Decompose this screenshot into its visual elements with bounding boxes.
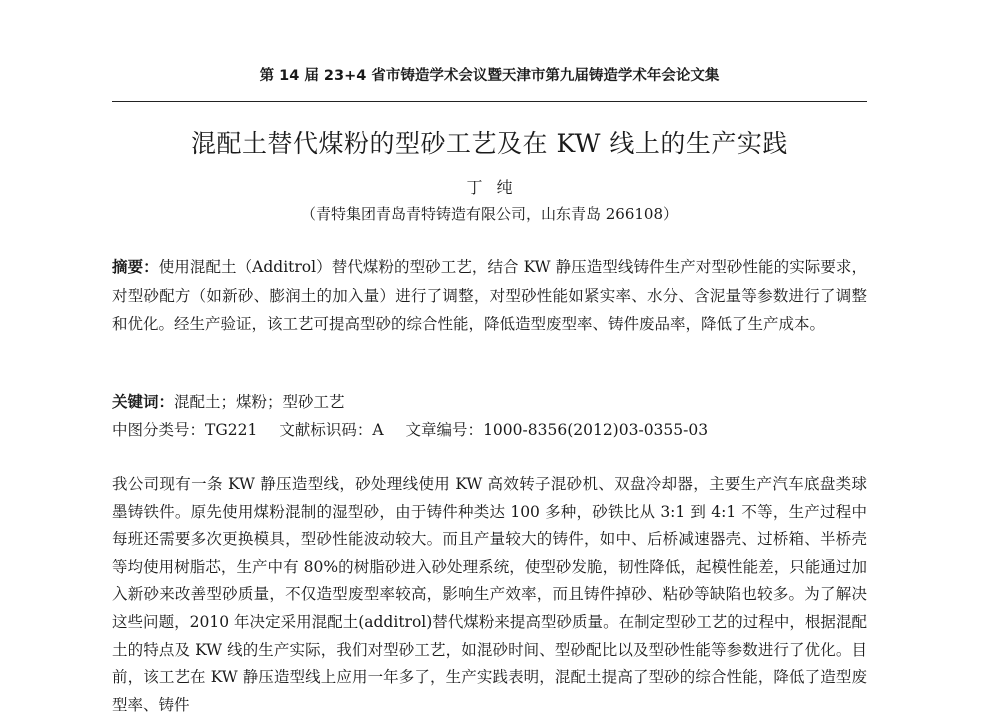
keywords-line [112,390,867,412]
header-rule [112,101,867,102]
body-paragraph: 我公司现有一条 KW 静压造型线，砂处理线使用 KW 高效转子混砂机、双盘冷却器，主要生产汽车底盘类球墨铸铁件。原先使用煤粉混制的湿型砂，由于铸件种类达 100 多种，砂铁比从 3:1 到 4:1 不等，生产过程中每班还需要多次更换模具，型砂性能波动较大。而且产量较大的铸件，如中、后桥减速器壳、过桥箱、半桥壳等均使用树脂芯，生产中有 80%的树脂砂进入砂处理系统，使型砂发脆，韧性降低，起模性能差，只能通过加入新砂来改善型砂质量，不仅造型废型率较高，影响生产效率，而且铸件掉砂、粘砂等缺陷也较多。为了解决这些问题，2010 年决定采用混配土(additrol)替代煤粉来提高型砂质量。在制定型砂工艺的过程中，根据混配土的特点及 KW 线的生产实际，我们对型砂工艺，如混砂时间、型砂配比以及型砂性能等参数进行了优化。目前，该工艺在 KW 静压造型线上应用一年多了，生产实践表明，混配土提高了型砂的综合性能，降低了造型废型率、铸件 [112,475,867,714]
keywords-value: 混配土；煤粉；型砂工艺 [174,393,345,411]
paper-title: 混配土替代煤粉的型砂工艺及在 KW 线上的生产实践 [191,129,788,158]
abstract-label: 摘要： [112,257,159,276]
clc-label: 中图分类号： [112,421,206,439]
keywords-label: 关键词： [112,392,175,411]
article-no-value: 1000-8356(2012)03-0355-03 [483,421,709,439]
abstract-text: 使用混配土（Additrol）替代煤粉的型砂工艺，结合 KW 静压造型线铸件生产对型砂性能的实际要求，对型砂配方（如新砂、膨润土的加入量）进行了调整，对型砂性能如紧实率、水分、含泥量等参数进行了调整和优化。经生产验证，该工艺可提高型砂的综合性能，降低造型废型率、铸件废品率，降低了生产成本。 [112,258,867,333]
author-name: 丁纯 [466,178,527,197]
doc-code-label: 文献标识码： [279,421,373,439]
abstract [112,253,867,339]
clc-value: TG221 [205,421,258,439]
doc-code-value: A [372,421,384,439]
classification-line [112,418,867,440]
author-affiliation: （青特集团青岛青特铸造有限公司，山东青岛 266108） [300,205,679,223]
running-header: 第 14 届 23+4 省市铸造学术会议暨天津市第九届铸造学术年会论文集 [259,68,720,84]
article-no-label: 文章编号： [405,421,484,439]
